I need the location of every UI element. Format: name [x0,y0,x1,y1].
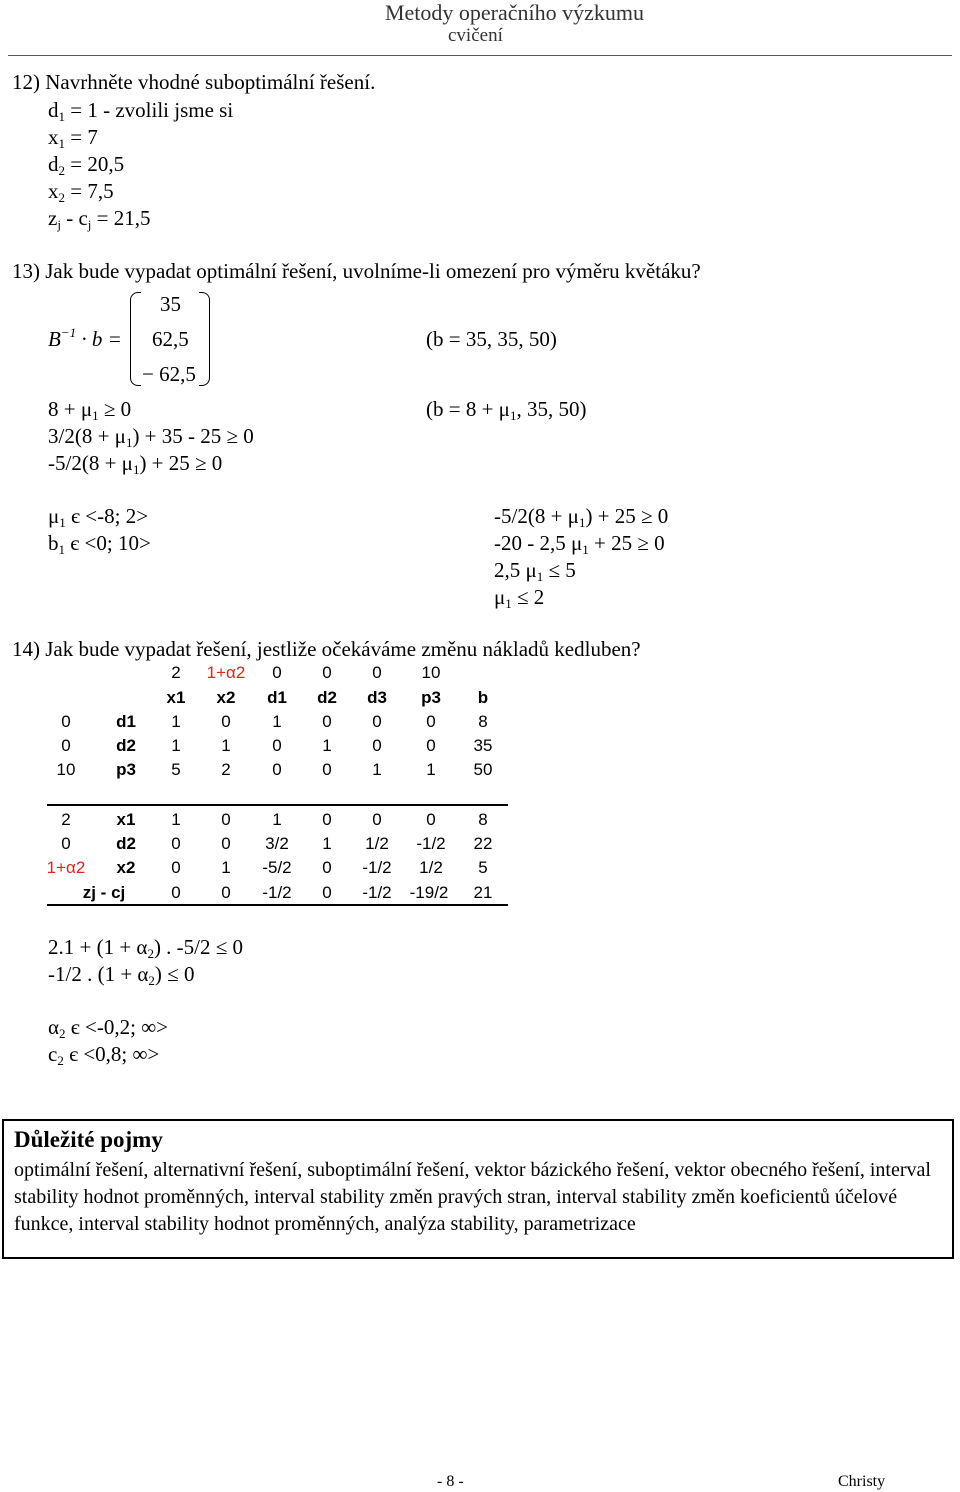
table-cell: 1/2 [365,834,389,853]
derivation-4: $\mu_1 \le 2$ [494,585,545,611]
ineq-2: $3/2(8 + \mu_1) + 35 - 25 \ge 0$ [48,424,254,450]
table-cell: 35 [473,736,493,755]
table-cell: 0 [221,810,231,829]
table-cell: 1 [171,736,181,755]
table-cell: x1 [116,810,136,829]
table-header: d1 [267,688,287,707]
box-text: optimální řešení, alternativní řešení, suboptimální řešení, vektor bázického řešení, vektor obecného řešení, interval stability hodnot proměnných, interval stability změn pravých stran, interval stability změn koeficientů účelové funkce, interval stability hodnot proměnných, analýza stability, parametrizace [14,1159,931,1235]
q12-x1: $x_1 = 7$ [48,125,98,151]
mu-interval: $\mu_1$ є <-8; 2> [48,504,149,530]
ineq-1: $8 + \mu_1 \ge 0$ [48,397,132,423]
table-cell: 0 [322,712,332,731]
table-cell: 1 [372,760,382,779]
q12-question: 12) Navrhněte vhodné suboptimální řešení. [12,70,376,94]
matrix-right-paren [199,292,210,386]
cost-cell: 0 [322,663,332,682]
table-cell: -1/2 [362,858,392,877]
matrix-cell-2: 62,5 [152,327,189,351]
table-header: d2 [317,688,337,707]
derivation-1: $-5/2(8 + \mu_1) + 25 \ge 0$ [494,504,669,530]
header-subtitle: cvičení [448,25,503,46]
zj-cell: -1/2 [262,883,292,902]
table-cell: 2 [221,760,231,779]
cost-cell: 0 [372,663,382,682]
table-cell: 3/2 [265,834,289,853]
table-cell: 50 [473,760,493,779]
table-divider [47,804,508,806]
b-vector-1: (b = 35, 35, 50) [426,327,557,351]
cost-cell: 10 [421,663,441,682]
matrix-left-paren [130,292,141,386]
table-cell: 1+α2 [46,858,86,877]
table-cell: 0 [221,834,231,853]
q12-zc: $z_j - c_j = 21,5$ [48,206,151,232]
zj-cell: 0 [322,883,332,902]
table-cell: 1 [322,834,332,853]
table-cell: 1/2 [419,858,443,877]
zj-cell: -19/2 [409,883,449,902]
table-cell: 5 [171,760,181,779]
cost-cell: 1+α2 [206,663,246,682]
b-interval: $b_1$ є <0; 10> [48,531,151,557]
table-cell: -5/2 [262,858,292,877]
table-cell: 10 [56,760,76,779]
zj-cell: 21 [473,883,493,902]
table-cell: 1 [322,736,332,755]
table-cell: 8 [478,712,488,731]
table-header: p3 [421,688,441,707]
table-cell: d2 [116,834,136,853]
table-cell: 0 [322,858,332,877]
table-cell: 0 [426,712,436,731]
table-bottom-rule [47,904,508,906]
table-cell: 5 [478,858,488,877]
table-cell: d2 [116,736,136,755]
table-cell: 1 [171,712,181,731]
cost-cell: 2 [171,663,181,682]
matrix-lhs: $B^{-1} \cdot b$ = [48,325,122,351]
table-cell: 0 [426,736,436,755]
header-title: Metody operačního výzkumu [384,0,644,25]
table-cell: 0 [322,760,332,779]
matrix-cell-3: − 62,5 [142,362,196,386]
table-header: d3 [367,688,387,707]
table-cell: 0 [426,810,436,829]
table-cell: 0 [171,834,181,853]
table-cell: 1 [426,760,436,779]
table-cell: 0 [171,858,181,877]
table-cell: 22 [473,834,493,853]
table-header: x1 [166,688,186,707]
page-number: - 8 - [437,1473,464,1490]
table-cell: 0 [272,736,282,755]
q13-question: 13) Jak bude vypadat optimální řešení, uvolníme-li omezení pro výměru květáku? [12,259,701,283]
table-header: b [477,688,489,707]
zj-cell: -1/2 [362,883,392,902]
zj-cj-label: zj - cj [82,883,126,902]
table-cell: -1/2 [416,834,446,853]
table-cell: 1 [171,810,181,829]
table-cell: 0 [372,712,382,731]
matrix-cell-1: 35 [160,292,181,316]
zj-cell: 0 [221,883,231,902]
table-cell: x2 [116,858,136,877]
footer-author: Christy [838,1473,886,1490]
important-terms-box [2,1119,954,1259]
table-cell: p3 [116,760,136,779]
table-cell: 8 [478,810,488,829]
q12-d1: $d_1 = 1$ - zvolili jsme si [48,98,234,124]
table-header: x2 [216,688,236,707]
table-cell: 0 [322,810,332,829]
table-cell: 0 [272,760,282,779]
c-interval: $c_2$ є <0,8; ∞> [48,1042,160,1068]
table-cell: 0 [372,810,382,829]
box-title: Důležité pojmy [14,1127,163,1152]
table-cell: 1 [221,858,231,877]
table-cell: 0 [221,712,231,731]
q14-eq-2: -1/2 . $(1 + \alpha_2) \le 0$ [48,962,195,988]
q14-eq-1: $2.1 + (1 + \alpha_2)$ . -5/2 ≤ 0 [48,935,244,961]
header-rule [8,55,952,56]
q12-x2: $x_2 = 7,5$ [48,179,114,205]
derivation-3: 2,5 $\mu_1 \le 5$ [494,558,576,584]
derivation-2: -20 - 2,5 $\mu_1 + 25 \ge 0$ [494,531,665,557]
table-cell: 1 [272,712,282,731]
ineq-3: $-5/2(8 + \mu_1) + 25 \ge 0$ [48,451,223,477]
zj-cell: 0 [171,883,181,902]
q12-d2: $d_2 = 20,5$ [48,152,125,178]
table-cell: 0 [61,834,71,853]
q14-question: 14) Jak bude vypadat řešení, jestliže očekáváme změnu nákladů kedluben? [12,637,641,661]
cost-cell: 0 [272,663,282,682]
table-cell: 0 [61,712,71,731]
b-vector-2: ($b = 8 + \mu_1$, 35, 50) [426,397,587,423]
alpha-interval: $\alpha_2$ є <-0,2; ∞> [48,1015,169,1041]
table-cell: d1 [116,712,136,731]
table-cell: 0 [372,736,382,755]
table-cell: 2 [61,810,71,829]
table-cell: 0 [61,736,71,755]
table-cell: 1 [272,810,282,829]
table-cell: 1 [221,736,231,755]
